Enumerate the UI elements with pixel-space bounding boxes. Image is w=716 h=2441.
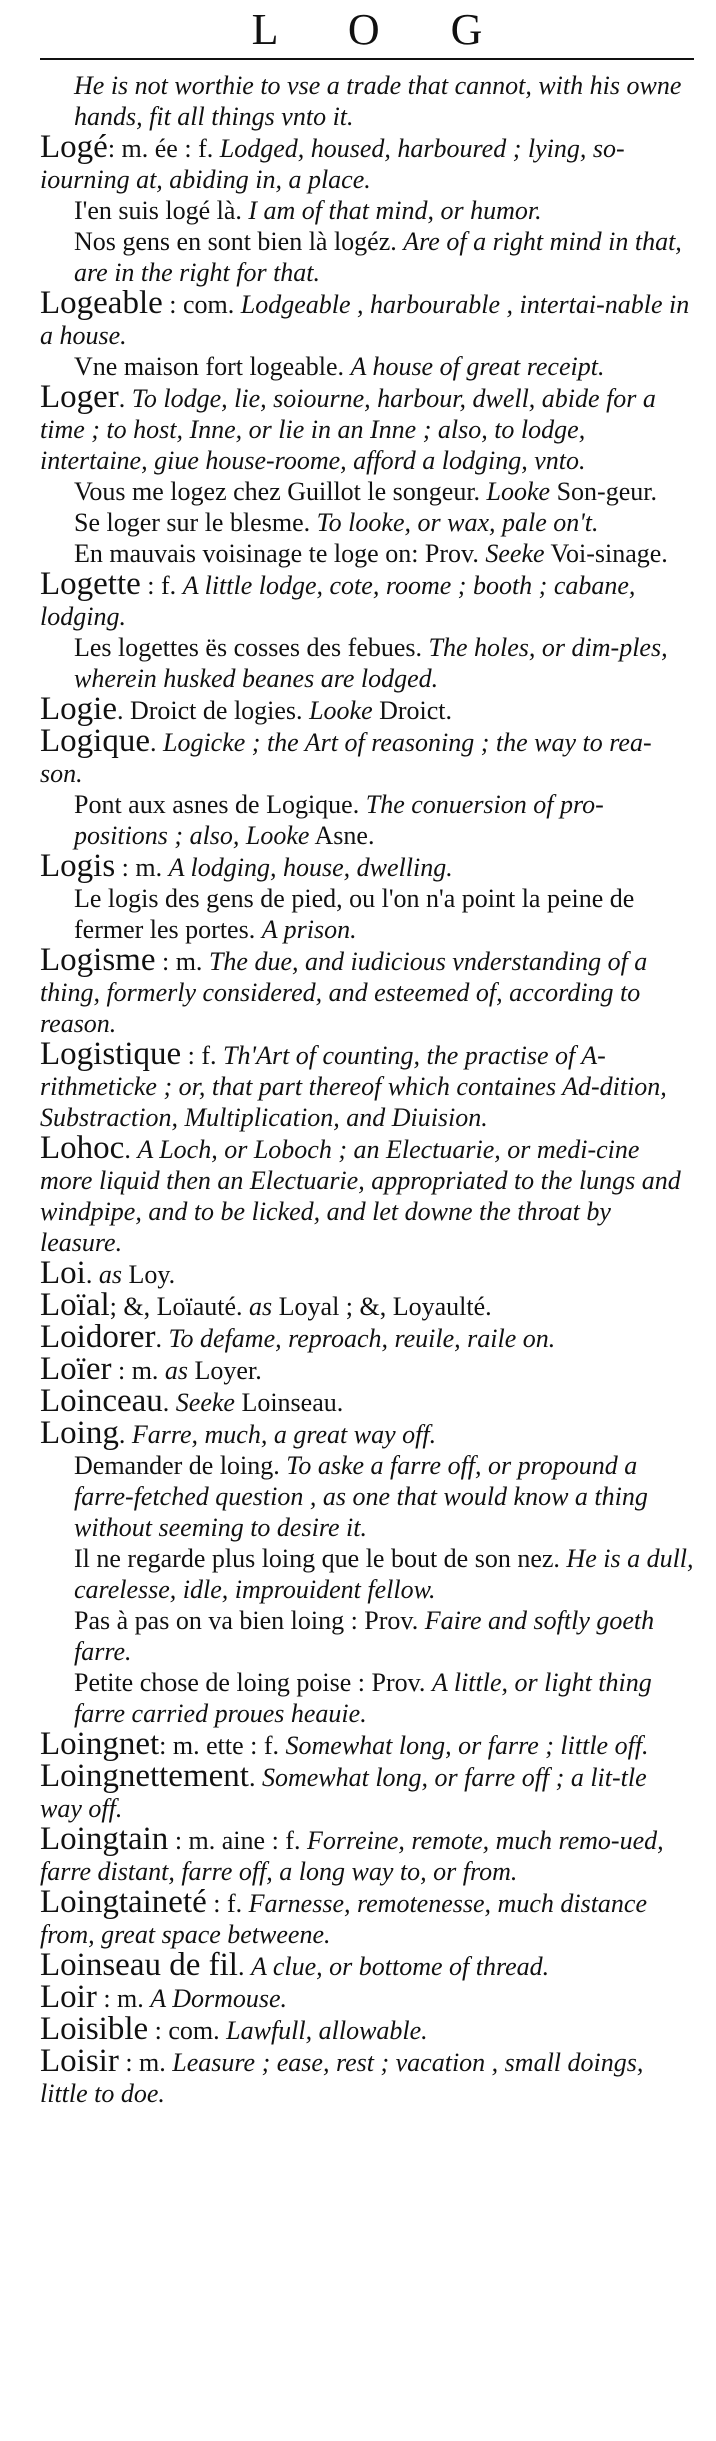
sub-entry (40, 351, 694, 382)
entry-headword: Loingtaineté (40, 1884, 207, 1920)
page-header (40, 0, 694, 58)
entry-grammar: . (155, 1324, 169, 1353)
dictionary-entry (40, 1726, 694, 1762)
sub-entry-phrase: Vous me logez chez Guillot le songeur. (74, 477, 487, 506)
dictionary-entry (40, 1758, 694, 1824)
dictionary-entry (40, 2011, 694, 2047)
entry-headword: Logie (40, 691, 117, 727)
entry-headword: Loisible (40, 2011, 149, 2047)
cross-reference: Voi-sinage. (544, 539, 668, 568)
translation-text: Seeke (485, 539, 545, 568)
dictionary-entry (40, 1979, 694, 2015)
translation-text: Lodgeable , harbourable , intertai-nable in a house. (40, 290, 690, 350)
entry-grammar: : m. (118, 2048, 173, 2077)
translation-text: Looke (486, 477, 551, 506)
entry-grammar: : m. ée : f. (107, 134, 220, 163)
sub-entry (40, 507, 694, 538)
entry-grammar: . Droict de logies. (116, 696, 310, 725)
sub-entry (40, 1667, 694, 1729)
sub-entry-phrase: Se loger sur le blesme. (74, 508, 317, 537)
dictionary-entry (40, 1383, 694, 1419)
translation-text: Seeke (175, 1388, 235, 1417)
entry-grammar: : m. ette : f. (159, 1731, 286, 1760)
dictionary-entry (40, 691, 694, 727)
entries-list (40, 70, 694, 2109)
sub-entry (40, 1450, 694, 1543)
entry-headword: Loinceau (40, 1383, 163, 1419)
dictionary-entry (40, 1319, 694, 1355)
translation-text: A lodging, house, dwelling. (168, 853, 453, 882)
translation-text: To defame, reproach, reuile, raile on. (168, 1324, 556, 1353)
translation-text: He is not worthie to vse a trade that cannot, with his owne hands, fit all things vnto it. (74, 71, 682, 131)
entry-headword: Logique (40, 723, 150, 759)
sub-entry (40, 1543, 694, 1605)
translation-text: To looke, or wax, pale on't. (316, 508, 599, 537)
translation-text: as (98, 1260, 122, 1289)
dictionary-entry (40, 1415, 694, 1451)
translation-text: A Loch, or Loboch ; an Electuarie, or medi-cine more liquid then an Electuarie, appropriated to the lungs and windpipe, and to be licked, and let downe the throat by leasure. (40, 1135, 681, 1257)
entry-headword: Logistique (40, 1036, 182, 1072)
entry-grammar: : com. (148, 2016, 227, 2045)
entry-grammar: : com. (162, 290, 241, 319)
dictionary-entry (40, 1287, 694, 1323)
entry-grammar: : f. (206, 1889, 249, 1918)
translation-text: I am of that mind, or humor. (248, 196, 542, 225)
cross-reference: Loyal ; &, Loyaulté. (272, 1292, 492, 1321)
entry-headword: Loinseau de fil (40, 1947, 238, 1983)
entry-headword: Loingtain (40, 1821, 169, 1857)
sub-entry-phrase: I'en suis logé là. (74, 196, 249, 225)
entry-headword: Loi (40, 1255, 86, 1291)
translation-text: The holes, or dim-ples, wherein husked beanes are lodged. (74, 633, 668, 693)
entry-headword: Loing (40, 1415, 119, 1451)
translation-text: Somewhat long, or farre ; little off. (285, 1731, 649, 1760)
sub-entry-phrase: Demander de loing. (74, 1451, 287, 1480)
entry-headword: Loïal (40, 1287, 110, 1323)
entry-grammar: ; &, Loïauté. (109, 1292, 250, 1321)
entry-grammar: : m. (155, 947, 209, 976)
entry-headword: Lohoc (40, 1130, 125, 1166)
translation-text: He is a dull, carelesse, idle, improuident fellow. (74, 1544, 694, 1604)
translation-text: The conuersion of pro-positions ; also, Looke (74, 790, 604, 850)
continuation-text (40, 70, 694, 132)
translation-text: Leasure ; ease, rest ; vacation , small doings, little to doe. (40, 2048, 644, 2108)
sub-entry (40, 632, 694, 694)
translation-text: as (249, 1292, 273, 1321)
entry-headword: Loingnet (40, 1726, 160, 1762)
dictionary-entry (40, 848, 694, 884)
entry-grammar: : f. (181, 1041, 224, 1070)
dictionary-entry (40, 2043, 694, 2109)
dictionary-entry (40, 723, 694, 789)
entry-grammar: . (149, 728, 163, 757)
entry-grammar: : f. (140, 571, 183, 600)
translation-text: A house of great receipt. (350, 352, 605, 381)
sub-entry (40, 1605, 694, 1667)
dictionary-entry (40, 1130, 694, 1258)
dictionary-entry (40, 129, 694, 195)
translation-text: Looke (309, 696, 373, 725)
dictionary-entry (40, 1036, 694, 1133)
entry-grammar: : m. (115, 853, 169, 882)
entry-grammar: . (85, 1260, 99, 1289)
translation-text: Somewhat long, or farre off ; a lit-tle way off. (40, 1763, 647, 1823)
sub-entry-phrase: Pas à pas on va bien loing : Prov. (74, 1606, 425, 1635)
entry-grammar: . (162, 1388, 176, 1417)
entry-headword: Loger (40, 379, 119, 415)
entry-grammar: . (248, 1763, 262, 1792)
entry-headword: Loidorer (40, 1319, 156, 1355)
translation-text: Faire and softly goeth farre. (74, 1606, 655, 1666)
sub-entry-phrase: Nos gens en sont bien là logéz. (74, 227, 404, 256)
translation-text: Farnesse, remotenesse, much distance from, great space betweene. (40, 1889, 647, 1949)
dictionary-entry (40, 1821, 694, 1887)
dictionary-entry (40, 379, 694, 476)
dictionary-entry (40, 1351, 694, 1387)
entry-headword: Logis (40, 848, 116, 884)
entry-grammar: : m. aine : f. (168, 1826, 307, 1855)
sub-entry (40, 538, 694, 569)
translation-text: A prison. (261, 915, 357, 944)
entry-headword: Loir (40, 1979, 97, 2015)
entry-headword: Logé (40, 129, 108, 165)
entry-headword: Loïer (40, 1351, 112, 1387)
sub-entry (40, 195, 694, 226)
entry-grammar: : m. (96, 1984, 151, 2013)
translation-text: as (164, 1356, 189, 1385)
translation-text: Lodged, housed, harboured ; lying, so-iourning at, abiding in, a place. (40, 134, 625, 194)
sub-entry-phrase: En mauvais voisinage te loge on: Prov. (74, 539, 486, 568)
sub-entry-phrase: Le logis des gens de pied, ou l'on n'a point la peine de fermer les portes. (74, 884, 635, 944)
sub-entry-phrase: Petite chose de loing poise : Prov. (74, 1668, 432, 1697)
sub-entry-phrase: Pont aux asnes de Logique. (74, 790, 366, 819)
sub-entry-phrase: Il ne regarde plus loing que le bout de son nez. (74, 1544, 567, 1573)
cross-reference: Loy. (121, 1260, 176, 1289)
cross-reference: Asne. (309, 821, 375, 850)
entry-headword: Loingnettement (40, 1758, 249, 1794)
sub-entry (40, 883, 694, 945)
cross-reference: Son-geur. (550, 477, 657, 506)
sub-entry (40, 476, 694, 507)
entry-grammar: . (118, 384, 132, 413)
cross-reference: Loinseau. (234, 1388, 344, 1417)
entry-headword: Logisme (40, 942, 156, 978)
header-rule (40, 58, 694, 60)
sub-entry-phrase: Vne maison fort logeable. (74, 352, 351, 381)
translation-text: Forreine, remote, much remo-ued, farre distant, farre off, a long way to, or from. (40, 1826, 664, 1886)
entry-headword: Logette (40, 566, 141, 602)
page-title: L O G (251, 4, 513, 54)
entry-headword: Logeable (40, 285, 163, 321)
translation-text: Logicke ; the Art of reasoning ; the way to rea-son. (40, 728, 652, 788)
entry-grammar: : m. (111, 1356, 165, 1385)
translation-text: A clue, or bottome of thread. (250, 1952, 550, 1981)
cross-reference: Loyer. (188, 1356, 262, 1385)
translation-text: Farre, much, a great way off. (131, 1420, 437, 1449)
entry-grammar: . (237, 1952, 251, 1981)
dictionary-entry (40, 942, 694, 1039)
sub-entry (40, 226, 694, 288)
translation-text: To aske a farre off, or propound a farre-fetched question , as one that would know a thing without seeming to desire it. (74, 1451, 648, 1542)
sub-entry-phrase: Les logettes ës cosses des febues. (74, 633, 429, 662)
translation-text: A Dormouse. (150, 1984, 288, 2013)
entry-grammar: . (124, 1135, 138, 1164)
sub-entry (40, 789, 694, 851)
translation-text: To lodge, lie, soiourne, harbour, dwell, abide for a time ; to host, Inne, or lie in an Inne ; also, to lodge, intertaine, giue house-roome, afford a lodging, vnto. (40, 384, 656, 475)
translation-text: Lawfull, allowable. (226, 2016, 428, 2045)
translation-text: The due, and iudicious vnderstanding of a thing, formerly considered, and esteemed of, according to reason. (40, 947, 648, 1038)
translation-text: A little lodge, cote, roome ; booth ; cabane, lodging. (40, 571, 636, 631)
cross-reference: Droict. (372, 696, 453, 725)
entry-headword: Loisir (40, 2043, 119, 2079)
dictionary-entry (40, 1255, 694, 1291)
translation-text: A little, or light thing farre carried proues heauie. (74, 1668, 652, 1728)
entry-grammar: . (118, 1420, 132, 1449)
translation-text: Th'Art of counting, the practise of A-rithmeticke ; or, that part thereof which containes Ad-dition, Substraction, Multiplication, and Diuision. (40, 1041, 667, 1132)
dictionary-entry (40, 1884, 694, 1950)
translation-text: Are of a right mind in that, are in the right for that. (74, 227, 682, 287)
dictionary-entry (40, 1947, 694, 1983)
dictionary-entry (40, 285, 694, 351)
dictionary-entry (40, 566, 694, 632)
